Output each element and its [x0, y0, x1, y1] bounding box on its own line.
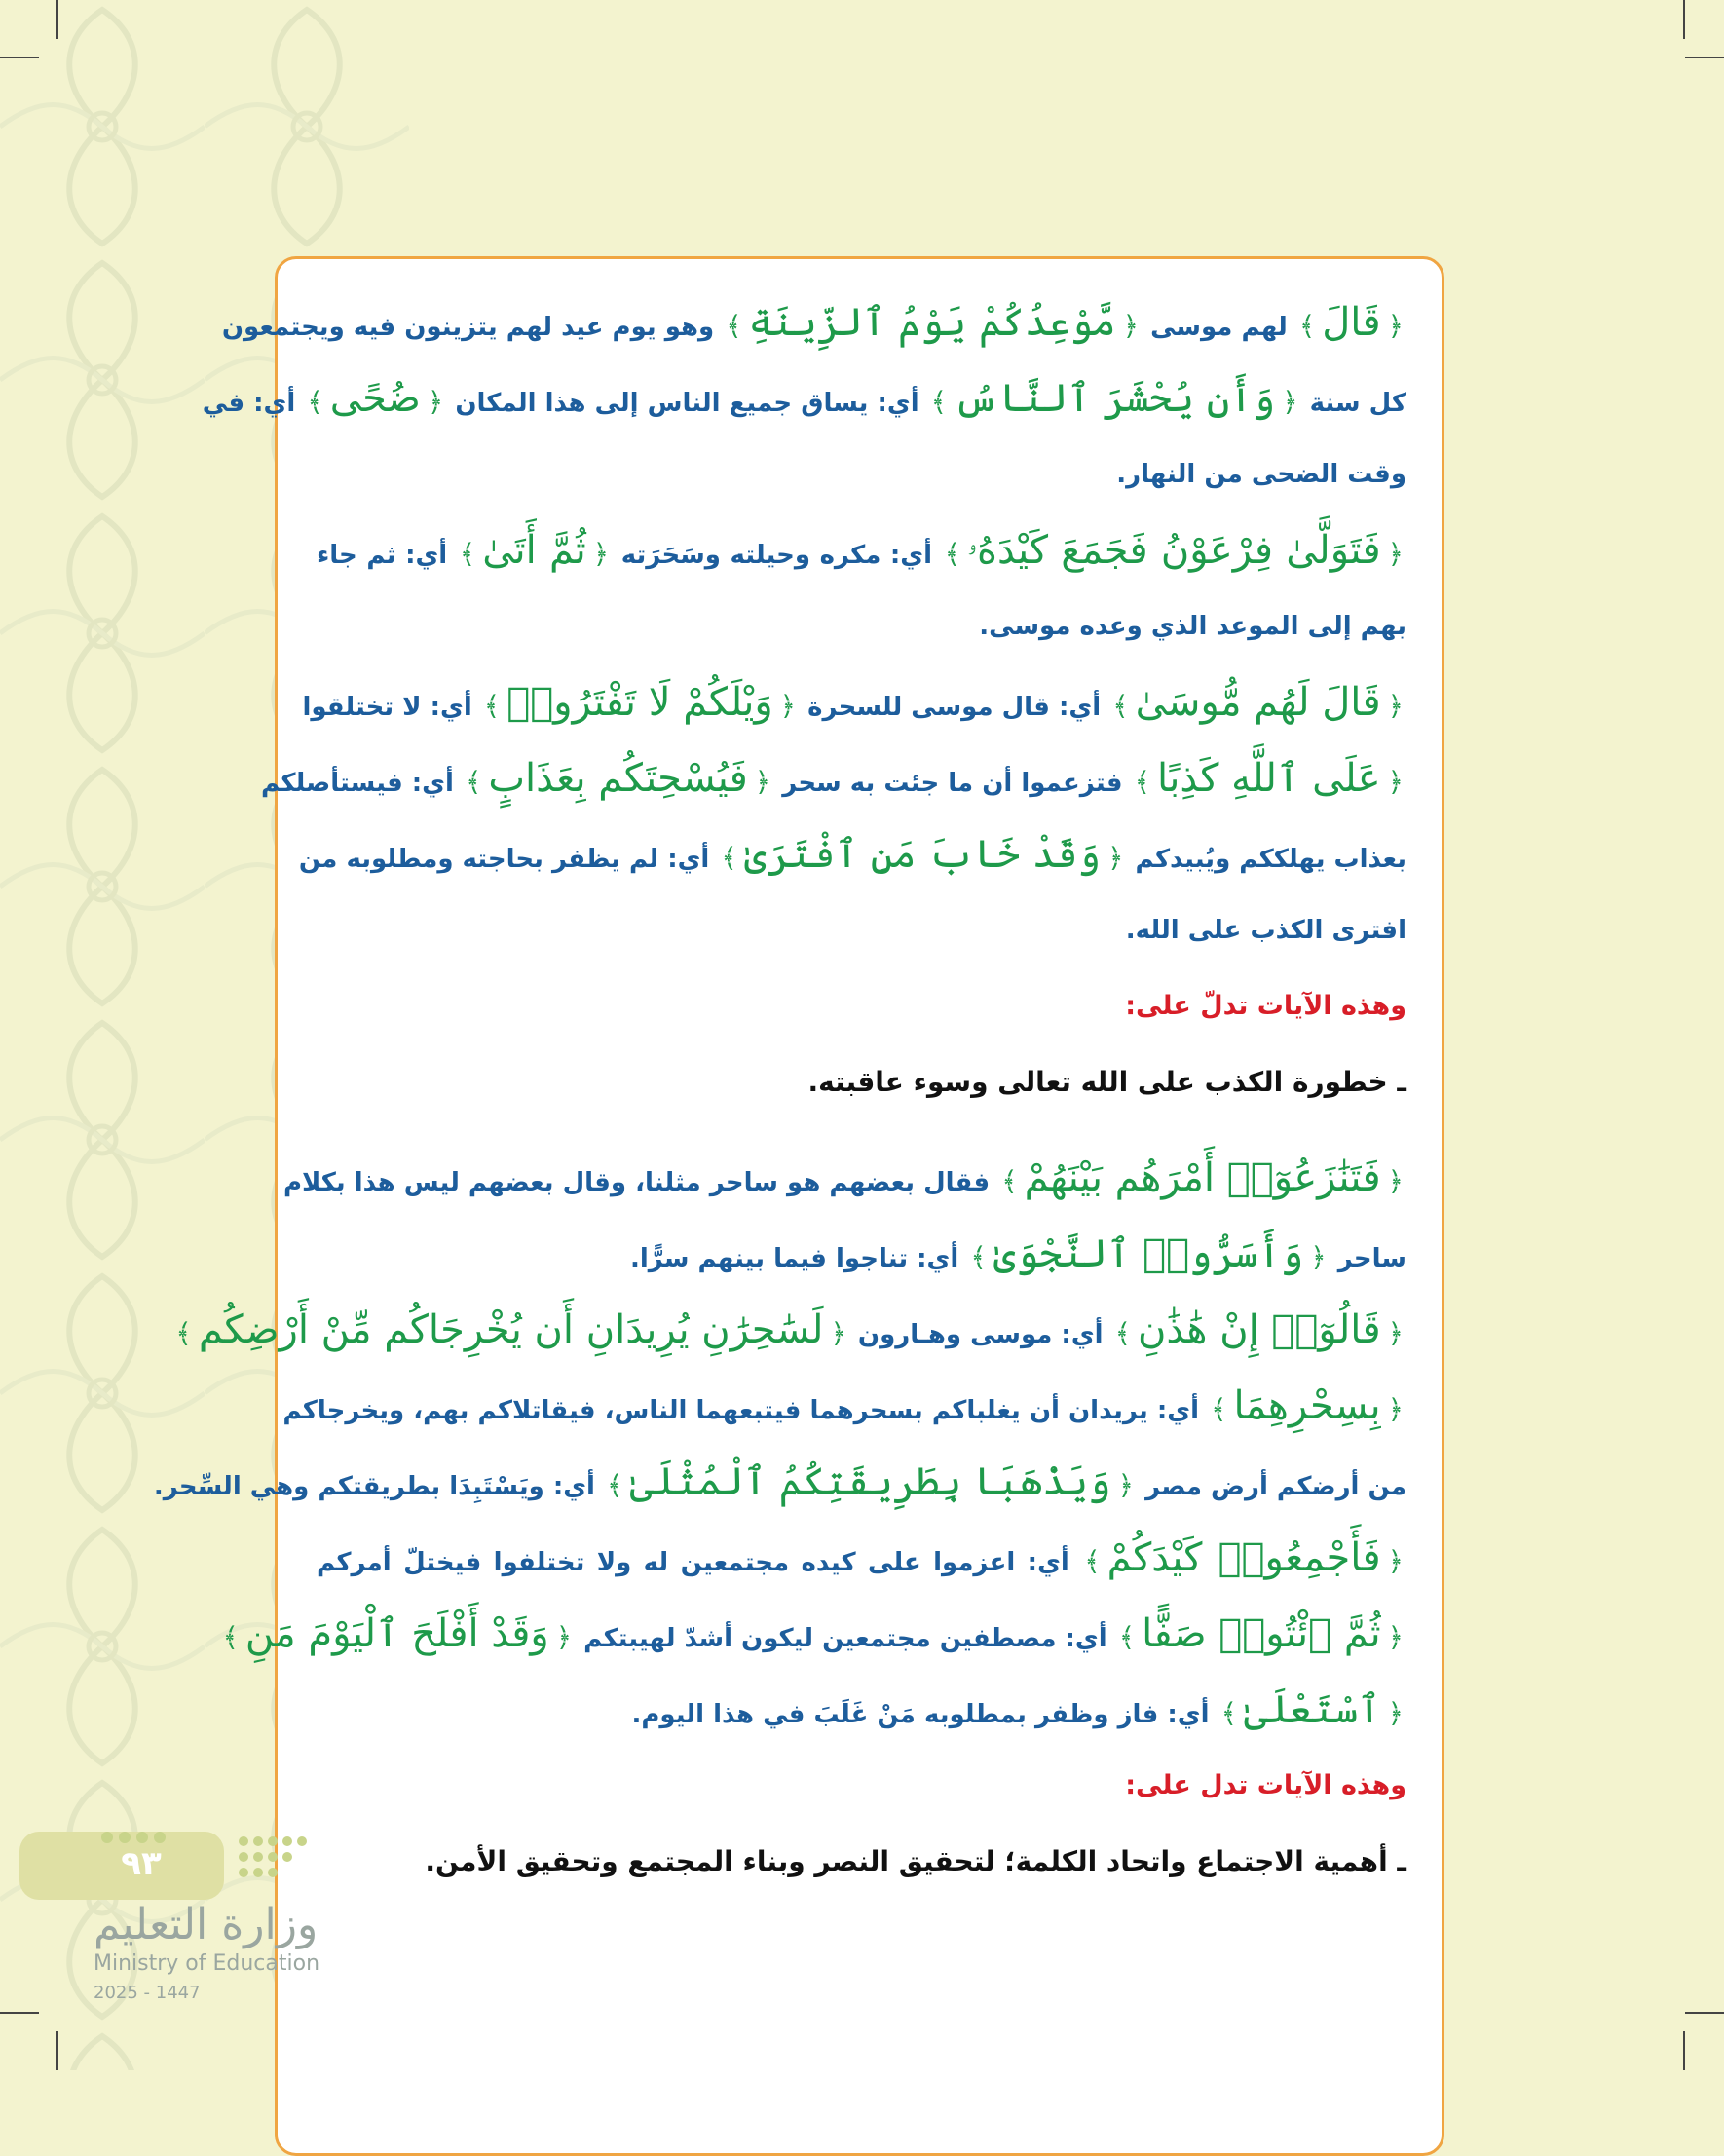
ornate-bracket-close: ﴾: [1084, 1545, 1101, 1577]
quran-verse: بِسِحْرِهِمَا: [1233, 1383, 1381, 1428]
quran-verse: وَأَن يُحْشَرَ ٱلنَّاسُ: [954, 376, 1276, 421]
ornate-bracket-open: ﴿: [555, 1621, 573, 1653]
ornate-bracket-open: ﴿: [1387, 766, 1404, 798]
ornate-bracket-close: ﴾: [175, 1317, 192, 1349]
text-line: [317, 892, 1406, 968]
ornate-bracket-open: ﴿: [427, 386, 444, 418]
quran-verse: ضُحًى: [329, 376, 421, 421]
explanation-text: أي: يساق جميع الناس إلى هذا المكان: [446, 389, 928, 418]
ornate-bracket-open: ﴿: [1387, 690, 1404, 722]
explanation-text: بعذاب يهلككم ويُبيدكم: [1126, 845, 1406, 874]
text-line: [298, 816, 1406, 892]
text-line: [153, 1444, 1406, 1520]
explanation-text: أي: فيستأصلكم: [261, 769, 463, 798]
text-line: [261, 740, 1406, 816]
ornate-bracket-open: ﴿: [1387, 1545, 1404, 1577]
quran-verse: فَأَجْمِعُوا۟ كَيْدَكُمْ: [1106, 1535, 1381, 1580]
text-line: [317, 1520, 1406, 1596]
crop-mark: [0, 2012, 39, 2014]
ornate-bracket-open: ﴿: [1282, 386, 1298, 418]
quran-verse: قَالَ: [1322, 300, 1381, 345]
ornate-bracket-close: ﴾: [726, 310, 742, 342]
explanation-text: أي: ثم جاء: [317, 541, 457, 570]
text-line: [317, 588, 1406, 664]
ornate-bracket-close: ﴾: [1114, 1317, 1132, 1349]
explanation-text: بهم إلى الموعد الذي وعده موسى.: [979, 612, 1406, 641]
explanation-text: أي: تناجوا فيما بينهم سرًّا.: [629, 1244, 968, 1273]
quran-verse: وَأَسَرُّوا۟ ٱلنَّجْوَىٰ: [993, 1231, 1304, 1276]
ornate-bracket-open: ﴿: [1310, 1241, 1327, 1273]
ministry-name-english: Ministry of Education: [94, 1951, 320, 1976]
crop-mark: [1683, 0, 1685, 39]
ornate-bracket-close: ﴾: [465, 766, 482, 798]
ornate-bracket-close: ﴾: [930, 386, 948, 418]
explanation-text: وقت الضحى من النهار.: [1116, 460, 1406, 489]
explanation-text: أي: لا تختلقوا: [302, 693, 481, 722]
ornate-bracket-open: ﴿: [1387, 310, 1404, 342]
ornate-bracket-open: ﴿: [592, 538, 610, 570]
text-line: [317, 436, 1406, 512]
ornate-bracket-close: ﴾: [222, 1621, 239, 1653]
section-heading-2: وهذه الآيات تدل على:: [1125, 1770, 1406, 1800]
text-line: [221, 284, 1406, 360]
explanation-text: أي: ويَسْتَبِدَا بطريقتكم وهي السِّحر.: [153, 1472, 605, 1501]
ornate-bracket-open: ﴿: [1107, 842, 1124, 874]
text-line: [317, 1216, 1406, 1292]
ornate-bracket-open: ﴿: [1387, 1165, 1404, 1197]
ornate-bracket-close: ﴾: [607, 1469, 623, 1501]
ornate-bracket-close: ﴾: [944, 538, 960, 570]
explanation-text: كل سنة: [1300, 389, 1406, 418]
quran-verse: مَّوْعِدُكُمْ يَوْمُ ٱلزِّينَةِ: [748, 300, 1116, 345]
ornate-bracket-close: ﴾: [459, 538, 476, 570]
quran-verse: ثُمَّ ٱئْتُوا۟ صَفًّا: [1142, 1611, 1381, 1656]
quran-verse: وَيَذْهَبَا بِطَرِيقَتِكُمُ ٱلْمُثْلَىٰ: [629, 1459, 1111, 1504]
ornate-bracket-close: ﴾: [483, 690, 501, 722]
explanation-text: فتزعموا أن ما جئت به سحر: [773, 769, 1132, 798]
ornate-bracket-open: ﴿: [1122, 310, 1140, 342]
explanation-text: افترى الكذب على الله.: [1125, 916, 1406, 945]
ornate-bracket-close: ﴾: [1112, 690, 1129, 722]
explanation-text: أي: فاز وظفر بمطلوبه مَنْ غَلَبَ في هذا اليوم.: [631, 1700, 1218, 1729]
explanation-text: لهم موسى: [1142, 313, 1296, 342]
quran-verse: وَقَدْ أَفْلَحَ ٱلْيَوْمَ مَنِ: [244, 1611, 549, 1656]
explanation-text: أي: موسى وهـارون: [848, 1320, 1112, 1349]
crop-mark: [56, 0, 58, 39]
crop-mark: [0, 57, 39, 58]
ornate-bracket-close: ﴾: [721, 842, 737, 874]
ornate-bracket-open: ﴿: [779, 690, 797, 722]
page-number: ٩٣: [121, 1844, 162, 1883]
explanation-text: وهو يوم عيد لهم يتزينون فيه ويجتمعون: [221, 313, 724, 342]
explanation-text: من أرضكم أرض مصر: [1137, 1472, 1406, 1501]
text-line: [222, 1596, 1406, 1672]
lesson-bullet-1: ـ خطورة الكذب على الله تعالى وسوء عاقبته.: [807, 1066, 1406, 1098]
crop-mark: [1683, 2031, 1685, 2070]
ornate-bracket-open: ﴿: [1387, 538, 1404, 570]
text-line: [302, 664, 1406, 740]
ornate-bracket-close: ﴾: [1220, 1697, 1237, 1729]
quran-verse: وَقَدْ خَابَ مَنِ ٱفْتَرَىٰ: [743, 832, 1102, 877]
ornate-bracket-close: ﴾: [1001, 1165, 1018, 1197]
text-line: [175, 1292, 1406, 1368]
ornate-bracket-open: ﴿: [1387, 1621, 1404, 1653]
ornate-bracket-open: ﴿: [1387, 1697, 1404, 1729]
ornate-bracket-open: ﴿: [1387, 1317, 1404, 1349]
section-heading-1: وهذه الآيات تدلّ على:: [1125, 991, 1406, 1021]
text-line: [282, 1140, 1406, 1216]
text-area: [153, 284, 1406, 1900]
text-line: [202, 360, 1406, 436]
ornate-bracket-close: ﴾: [1211, 1393, 1227, 1425]
explanation-text: أي: يريدان أن يغلباكم بسحرهما فيتبعهما الناس، فيقاتلاكم بهم، ويخرجاكم: [282, 1396, 1209, 1425]
explanation-text: فقال بعضهم هو ساحر مثلنا، وقال بعضهم ليس هذا بكلام: [282, 1168, 999, 1197]
crop-mark: [56, 2031, 58, 2070]
ornate-bracket-close: ﴾: [1298, 310, 1316, 342]
ornate-bracket-close: ﴾: [1134, 766, 1151, 798]
crop-mark: [1685, 57, 1724, 58]
text-line: [282, 1368, 1406, 1444]
quran-verse: فَتَنَٰزَعُوٓا۟ أَمْرَهُم بَيْنَهُمْ: [1024, 1155, 1381, 1200]
edition-year: 2025 - 1447: [94, 1983, 201, 2003]
explanation-text: ساحر: [1329, 1244, 1406, 1273]
quran-verse: ثُمَّ أَتَىٰ: [482, 528, 586, 573]
quran-verse: فَيُسْحِتَكُم بِعَذَابٍ: [488, 756, 748, 801]
ornate-bracket-close: ﴾: [970, 1241, 987, 1273]
ornate-bracket-open: ﴿: [830, 1317, 846, 1349]
text-line: [317, 1672, 1406, 1748]
explanation-text: أي: في: [202, 389, 305, 418]
quran-verse: قَالَ لَهُم مُّوسَىٰ: [1135, 680, 1381, 725]
verses-block-1: [202, 284, 1406, 968]
crop-mark: [1685, 2012, 1724, 2014]
ornate-bracket-close: ﴾: [307, 386, 323, 418]
explanation-text: أي: مكره وحيلته وسَحَرَته: [612, 541, 942, 570]
explanation-text: أي: اعزموا على كيده مجتمعين له ولا تختلفوا فيختلّ أمركم: [317, 1548, 1082, 1577]
quran-verse: فَتَوَلَّىٰ فِرْعَوْنُ فَجَمَعَ كَيْدَهُۥ: [967, 528, 1381, 573]
quran-verse: وَيْلَكُمْ لَا تَفْتَرُوا۟: [506, 680, 773, 725]
ministry-name-arabic: وزارة التعليم: [94, 1900, 319, 1949]
quran-verse: قَالُوٓا۟ إِنْ هَٰذَٰنِ: [1138, 1307, 1381, 1352]
lesson-bullet-2: ـ أهمية الاجتماع واتحاد الكلمة؛ لتحقيق النصر وبناء المجتمع وتحقيق الأمن.: [425, 1845, 1406, 1877]
explanation-text: أي: قال موسى للسحرة: [799, 693, 1110, 722]
quran-verse: لَسَٰحِرَٰنِ يُرِيدَانِ أَن يُخْرِجَاكُم مِّنْ أَرْضِكُم: [198, 1307, 824, 1352]
quran-verse: عَلَى ٱللَّهِ كَذِبًا: [1157, 756, 1381, 801]
ornate-bracket-open: ﴿: [754, 766, 771, 798]
text-line: [317, 512, 1406, 588]
quran-verse: ٱسْتَعْلَىٰ: [1243, 1687, 1381, 1732]
ornate-bracket-open: ﴿: [1117, 1469, 1135, 1501]
ornate-bracket-close: ﴾: [1118, 1621, 1136, 1653]
explanation-text: أي: لم يظفر بحاجته ومطلوبه من: [298, 845, 719, 874]
explanation-text: أي: مصطفين مجتمعين ليكون أشدّ لهيبتكم: [575, 1624, 1116, 1653]
verses-block-2: [153, 1140, 1406, 1748]
ornate-bracket-open: ﴿: [1387, 1393, 1404, 1425]
